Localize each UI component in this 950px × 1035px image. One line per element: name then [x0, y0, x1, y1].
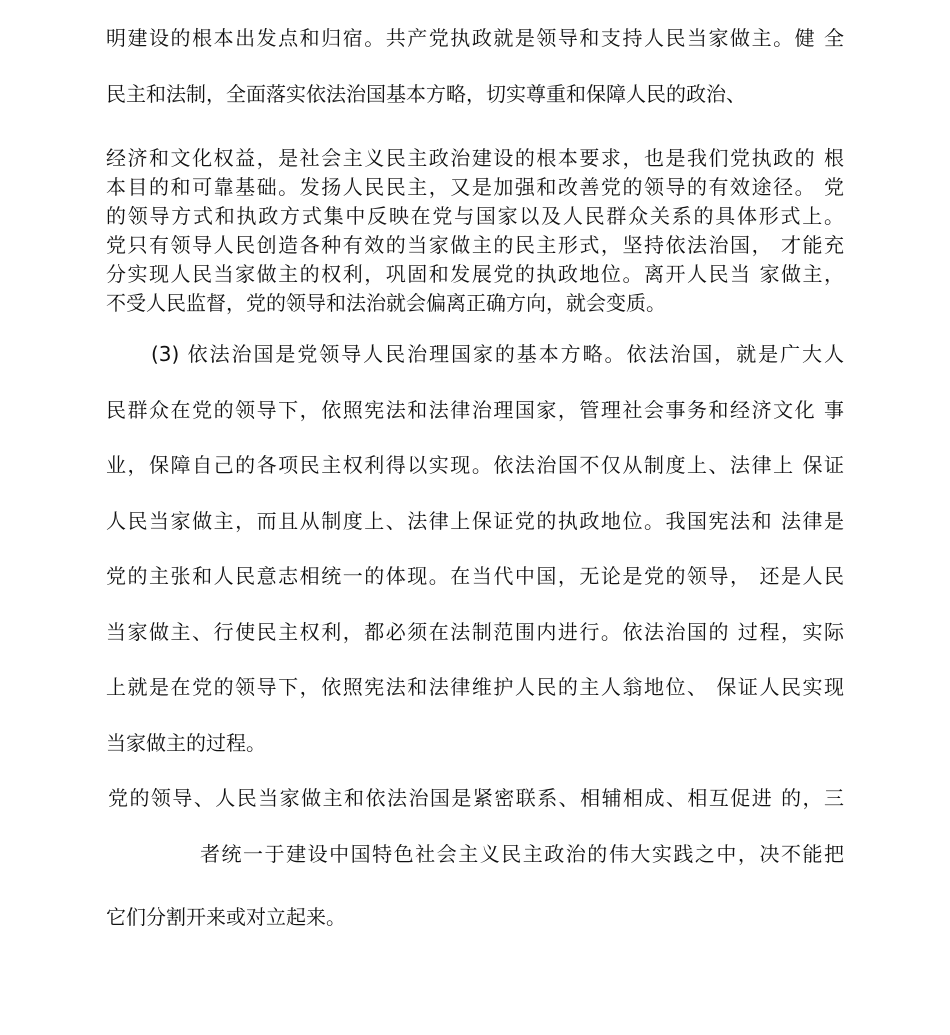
- text-line: 当家做主的过程。: [106, 731, 266, 755]
- text-line: 上就是在党的领导下，依照宪法和法律维护人民的主人翁地位、 保证人民实现: [106, 675, 844, 699]
- text-line: 民主和法制，全面落实依法治国基本方略，切实尊重和保障人民的政治、: [106, 82, 746, 106]
- text-line: 本目的和可靠基础。发扬人民民主，又是加强和改善党的领导的有效途径。 党: [106, 175, 844, 199]
- text-line: 业，保障自己的各项民主权利得以实现。依法治国不仅从制度上、法律上 保证: [106, 453, 844, 477]
- text-line: 它们分割开来或对立起来。: [106, 905, 346, 929]
- text-line: 党只有领导人民创造各种有效的当家做主的民主形式，坚持依法治国， 才能充: [106, 233, 844, 257]
- text-line: 党的领导、人民当家做主和依法治国是紧密联系、相辅相成、相互促进 的，三: [108, 786, 844, 810]
- text-line: 分实现人民当家做主的权利，巩固和发展党的执政地位。离开人民当 家做主，: [106, 262, 844, 286]
- text-line: 当家做主、行使民主权利，都必须在法制范围内进行。依法治国的 过程，实际: [106, 620, 844, 644]
- paragraph-3-first-line: (3) 依法治国是党领导人民治理国家的基本方略。依法治国，就是广大人: [151, 342, 844, 366]
- text-line: 人民当家做主，而且从制度上、法律上保证党的执政地位。我国宪法和 法律是: [106, 509, 844, 533]
- text-line: 经济和文化权益，是社会主义民主政治建设的根本要求，也是我们党执政的 根: [106, 146, 844, 170]
- text-line: 的领导方式和执政方式集中反映在党与国家以及人民群众关系的具体形式上。: [106, 204, 844, 228]
- text-line: 民群众在党的领导下，依照宪法和法律治理国家，管理社会事务和经济文化 事: [106, 398, 844, 422]
- text-line: 明建设的根本出发点和归宿。共产党执政就是领导和支持人民当家做主。健 全: [106, 26, 844, 50]
- text-line: 者统一于建设中国特色社会主义民主政治的伟大实践之中，决不能把: [200, 842, 844, 866]
- text-line: 党的主张和人民意志相统一的体现。在当代中国，无论是党的领导， 还是人民: [106, 564, 844, 588]
- text-line: 不受人民监督，党的领导和法治就会偏离正确方向，就会变质。: [106, 291, 666, 315]
